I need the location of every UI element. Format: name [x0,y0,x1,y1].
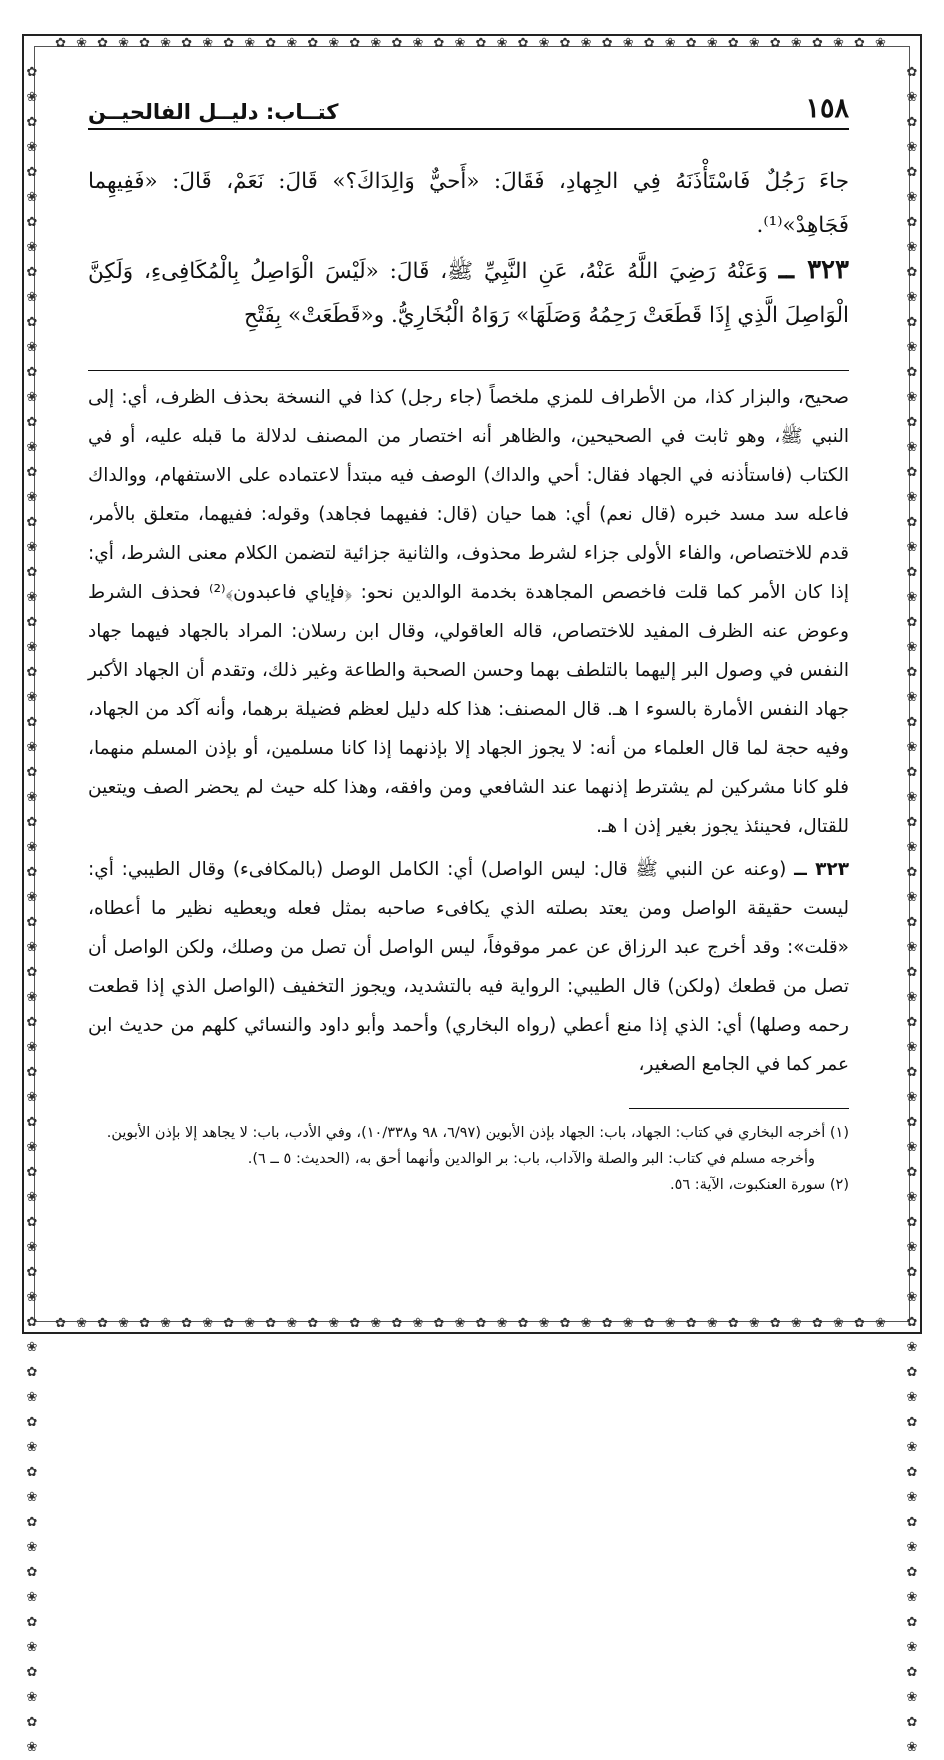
page-number: ١٥٨ [805,93,849,124]
commentary-paragraph-2 [88,850,849,1084]
footnote-1: (١) أخرجه البخاري في كتاب: الجهاد، باب: الجهاد بإذن الأبوين (٦/٩٧، ٩٨ و١٠/٣٣٨)، وفي الأدب، باب: لا يجاهد إلا بإذن الأبوين. [106,1125,849,1141]
text-separator [88,370,849,371]
footnotes [88,1120,849,1198]
commentary [88,378,849,1088]
commentary-paragraph-1: صحيح، والبزار كذا، من الأطراف للمزي ملخصاً (جاء رجل) كذا في النسخة بحذف الظرف، أي: إلى النبي ﷺ، وهو ثابت في الصحيحين، والظاهر أنه اختصار من المصنف لدلالة ما قبله عليه، أو في الكتاب (فاستأذنه في الجهاد فقال: أحي والداك) الوصف فيه مبتدأ لاعتماده على الاستفهام، ووالداك فاعله سد مسد خبره (قال نعم) أي: هما حيان (قال: ففيهما فجاهد) وقوله: ففيهما، متعلق بالأمر، قدم للاختصاص، والفاء الأولى جزاء لشرط محذوف، والثانية جزائية لتضمن الكلام معنى الشرط، أي: إذا كان الأمر كما قلت فاخصص المجاهدة بخدمة الوالدين نحو: ﴿فإياي فاعبدون﴾⁽²⁾ فحذف الشرط وعوض عنه الظرف المفيد للاختصاص، قاله العاقولي، وقال ابن رسلان: المراد بالجهاد فيهما جهاد النفس في وصول البر إليهما بالتلطف بهما وحسن الصحبة والطاعة وغير ذلك، وتقدم أن الجهاد الأكبر جهاد النفس الأمارة بالسوء ا هـ. قال المصنف: هذا كله دليل لعظم فضيلة برهما، وأنه آكد من الجهاد، وفيه حجة لما قال العلماء من أنه: لا يجوز الجهاد إلا بإذنهما إذا كانا مسلمين، أو بإذن المسلم منهما، فلو كانا مشركين لم يشترط إذنهما عند الشافعي ومن وافقه، وهذا كله حيث لم يحضر الصف ويتعين للقتال، فحينئذ يجوز بغير إذن ا هـ. [88,387,850,837]
running-header [88,93,849,130]
hadith-number: ٣٢٣ ــ [778,255,849,285]
hadith-paragraph-1: جاءَ رَجُلٌ فَاسْتَأْذَنَهُ فِي الجِهادِ، فَقَالَ: «أَحيٌّ وَالِدَاكَ؟» قَالَ: نَعَمْ، قَالَ: «فَفِيهِما فَجَاهِدْ»⁽¹⁾. [88,169,849,238]
top-ornament: ✿ ❀ ✿ ❀ ✿ ❀ ✿ ❀ ✿ ❀ ✿ ❀ ✿ ❀ ✿ ❀ ✿ ❀ ✿ ❀ ✿ ❀ ✿ ❀ ✿ ❀ ✿ ❀ ✿ ❀ ✿ ❀ ✿ ❀ ✿ ❀ ✿ ❀ ✿ ❀ [55,36,889,51]
hadith-text [88,160,849,338]
commentary-paragraph-2-text: (وعنه عن النبي ﷺ قال: ليس الواصل) أي: الكامل الوصل (بالمكافىء) وقال الطيبي: أي: ليست حقيقة الواصل ومن يعتد بصلته الذي يكافىء صاحبه بمثل فعله ويعطيه نظير ما أعطاه، «قلت»: وقد أخرج عبد الرزاق عن عمر موقوفاً، ليس الواصل أن تصل من وصلك، ولكن الواصل أن تصل من قطعك (ولكن) قال الطيبي: الرواية فيه بالتشديد، ويجوز التخفيف (الواصل الذي إذا قطعت رحمه وصلها) أي: الذي إذا منع أعطي (رواه البخاري) وأحمد وأبو داود والنسائي كلهم من حديث ابن عمر كما في الجامع الصغير، [88,859,849,1075]
footnote-separator [629,1108,849,1109]
book-title: كتــاب: دليــل الفالحيــن [88,100,339,124]
right-ornament: ✿❀✿❀✿❀✿❀✿❀✿❀✿❀✿❀✿❀✿❀✿❀✿❀✿❀✿❀✿❀✿❀✿❀✿❀✿❀✿❀✿❀✿❀✿❀✿❀✿❀✿❀✿❀✿❀✿❀✿❀✿❀✿❀✿❀✿❀ [906,65,918,1755]
hadith-paragraph-2-text: وَعَنْهُ رَضِيَ اللَّهُ عَنْهُ، عَنِ النَّبِيِّ ﷺ، قَالَ: «لَيْسَ الْوَاصِلُ بِالْمُكَافِىءِ، وَلَكِنَّ الْوَاصِلَ الَّذِي إِذَا قَطَعَتْ رَحِمُهُ وَصَلَهَا» رَوَاهُ الْبُخَارِيُّ. و«قَطَعَتْ» بِفَتْحِ [88,259,849,328]
footnote-1-continued: وأخرجه مسلم في كتاب: البر والصلة والآداب، باب: بر الوالدين وأنهما أحق به، (الحديث: ٥ ــ ٦). [247,1151,815,1167]
commentary-hadith-number: ٣٢٣ ــ [794,859,849,880]
footnote-2: (٢) سورة العنكبوت، الآية: ٥٦. [669,1177,849,1193]
bottom-ornament: ✿ ❀ ✿ ❀ ✿ ❀ ✿ ❀ ✿ ❀ ✿ ❀ ✿ ❀ ✿ ❀ ✿ ❀ ✿ ❀ ✿ ❀ ✿ ❀ ✿ ❀ ✿ ❀ ✿ ❀ ✿ ❀ ✿ ❀ ✿ ❀ ✿ ❀ ✿ ❀ [55,1316,889,1331]
left-ornament: ✿❀✿❀✿❀✿❀✿❀✿❀✿❀✿❀✿❀✿❀✿❀✿❀✿❀✿❀✿❀✿❀✿❀✿❀✿❀✿❀✿❀✿❀✿❀✿❀✿❀✿❀✿❀✿❀✿❀✿❀✿❀✿❀✿❀✿❀ [26,65,38,1755]
hadith-paragraph-2 [88,248,849,338]
